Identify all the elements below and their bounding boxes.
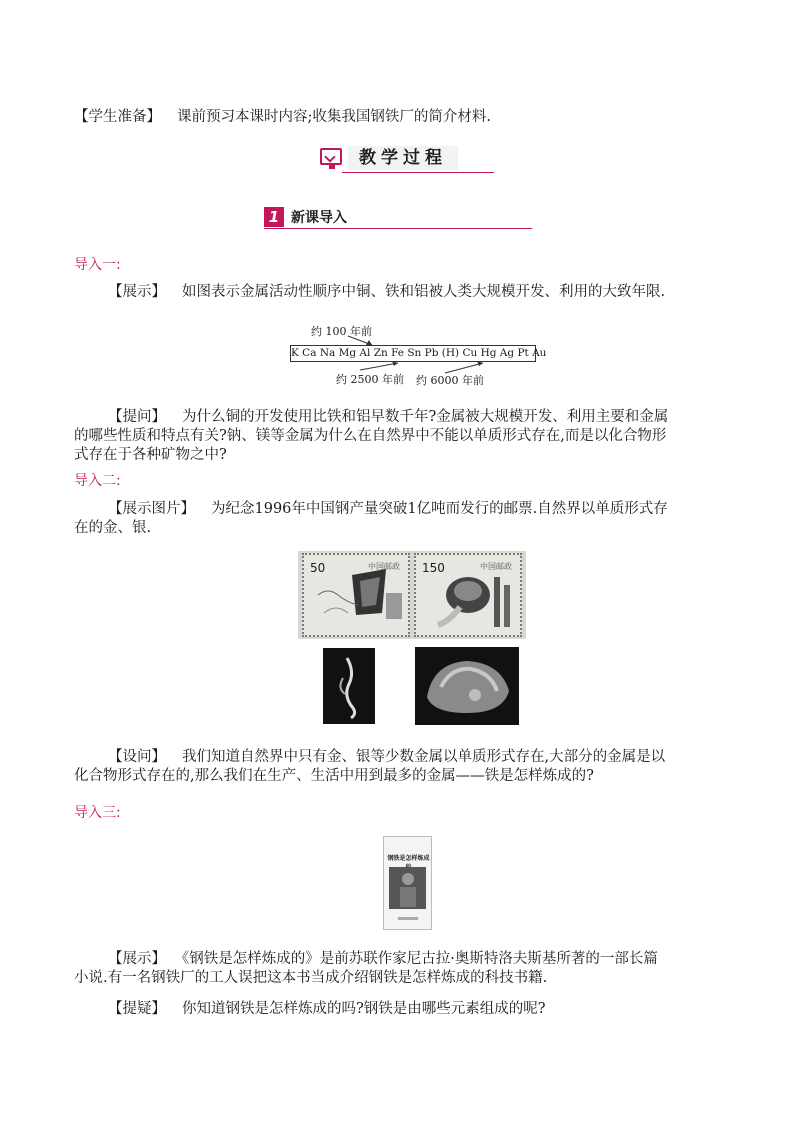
student-prep-line: [74, 108, 491, 127]
section-title: 教学过程: [348, 146, 458, 170]
intro1-question-line3: 式存在于各种矿物之中?: [74, 447, 227, 463]
gold-nugget-artwork: [323, 648, 375, 724]
stamp-150-artwork: [416, 555, 520, 635]
subsection-header: [264, 206, 532, 230]
stamp-50: [302, 553, 410, 637]
diagram-bottom-right-label: 约 6000 年前: [416, 374, 484, 387]
subsection-title: 新课导入: [291, 210, 347, 226]
intro3-doubt: [108, 1000, 546, 1019]
diagram-top-label: 约 100 年前: [311, 325, 372, 338]
intro2-question-line1: 我们知道自然界中只有金、银等少数金属以单质形式存在,大部分的金属是以: [182, 749, 666, 765]
intro3-show: [74, 950, 724, 988]
silver-ore-photo: [415, 647, 519, 725]
stamp-150-value: 150: [422, 561, 445, 575]
intro1-show-tag: 【展示】: [108, 284, 166, 300]
stamp-150-country: 中国邮政: [480, 562, 512, 571]
stamp-50-artwork: [304, 555, 408, 635]
stamp-50-value: 50: [310, 561, 326, 575]
subsection-underline: [264, 228, 532, 229]
student-prep-text: 课前预习本课时内容;收集我国钢铁厂的简介材料.: [177, 109, 491, 125]
intro1-heading: 导入一:: [74, 257, 121, 273]
intro3-show-line1: 《钢铁是怎样炼成的》是前苏联作家尼古拉·奥斯特洛夫斯基所著的一部长篇: [182, 951, 658, 967]
diagram-bottom-left-label: 约 2500 年前: [336, 373, 404, 386]
intro1-question-tag: 【提问】: [108, 409, 166, 425]
intro2-question-line2: 化合物形式存在的,那么我们在生产、生活中用到最多的金属——铁是怎样炼成的?: [74, 768, 594, 784]
intro1-question: [74, 408, 724, 465]
intro1-question-line1: 为什么铜的开发使用比铁和铝早数千年?金属被大规模开发、利用主要和金属: [182, 409, 669, 425]
intro3-doubt-text: 你知道钢铁是怎样炼成的吗?钢铁是由哪些元素组成的呢?: [182, 1001, 546, 1017]
book-cover-title: 钢铁是怎样炼成: [387, 855, 430, 862]
intro1-question-line2: 的哪些性质和特点有关?钠、镁等金属为什么在自然界中不能以单质形式存在,而是以化合物形: [74, 428, 667, 444]
intro2-question: [74, 748, 724, 786]
silver-ore-artwork: [415, 647, 519, 725]
section-underline: [342, 172, 494, 173]
monitor-check-icon: [320, 148, 342, 165]
intro2-show-line1: 为纪念1996年中国钢产量突破1亿吨而发行的邮票.自然界以单质形式存: [211, 501, 668, 517]
student-prep-tag: 【学生准备】: [74, 109, 161, 125]
subsection-number-badge: 1: [264, 207, 284, 227]
intro3-show-tag: 【展示】: [108, 951, 166, 967]
stamp-50-country: 中国邮政: [368, 562, 400, 571]
intro3-show-line2: 小说.有一名钢铁厂的工人误把这本书当成介绍钢铁是怎样炼成的科技书籍.: [74, 970, 548, 986]
intro2-question-tag: 【设问】: [108, 749, 166, 765]
intro3-heading: 导入三:: [74, 805, 121, 821]
intro1-show-line: [108, 283, 665, 302]
intro2-show-line2: 在的金、银.: [74, 520, 152, 536]
section-header: [318, 146, 494, 174]
stamp-150: [414, 553, 522, 637]
intro2-show: [74, 500, 724, 538]
intro2-show-tag: 【展示图片】: [108, 501, 195, 517]
intro2-heading: 导入二:: [74, 473, 121, 489]
intro1-show-text: 如图表示金属活动性顺序中铜、铁和铝被人类大规模开发、利用的大致年限.: [182, 284, 666, 300]
book-cover: [383, 836, 432, 930]
gold-nugget-photo: [323, 648, 375, 724]
book-cover-artwork: [384, 837, 431, 929]
metal-activity-series: K Ca Na Mg Al Zn Fe Sn Pb (H) Cu Hg Ag Pt Au: [290, 345, 536, 362]
intro3-doubt-tag: 【提疑】: [108, 1001, 166, 1017]
